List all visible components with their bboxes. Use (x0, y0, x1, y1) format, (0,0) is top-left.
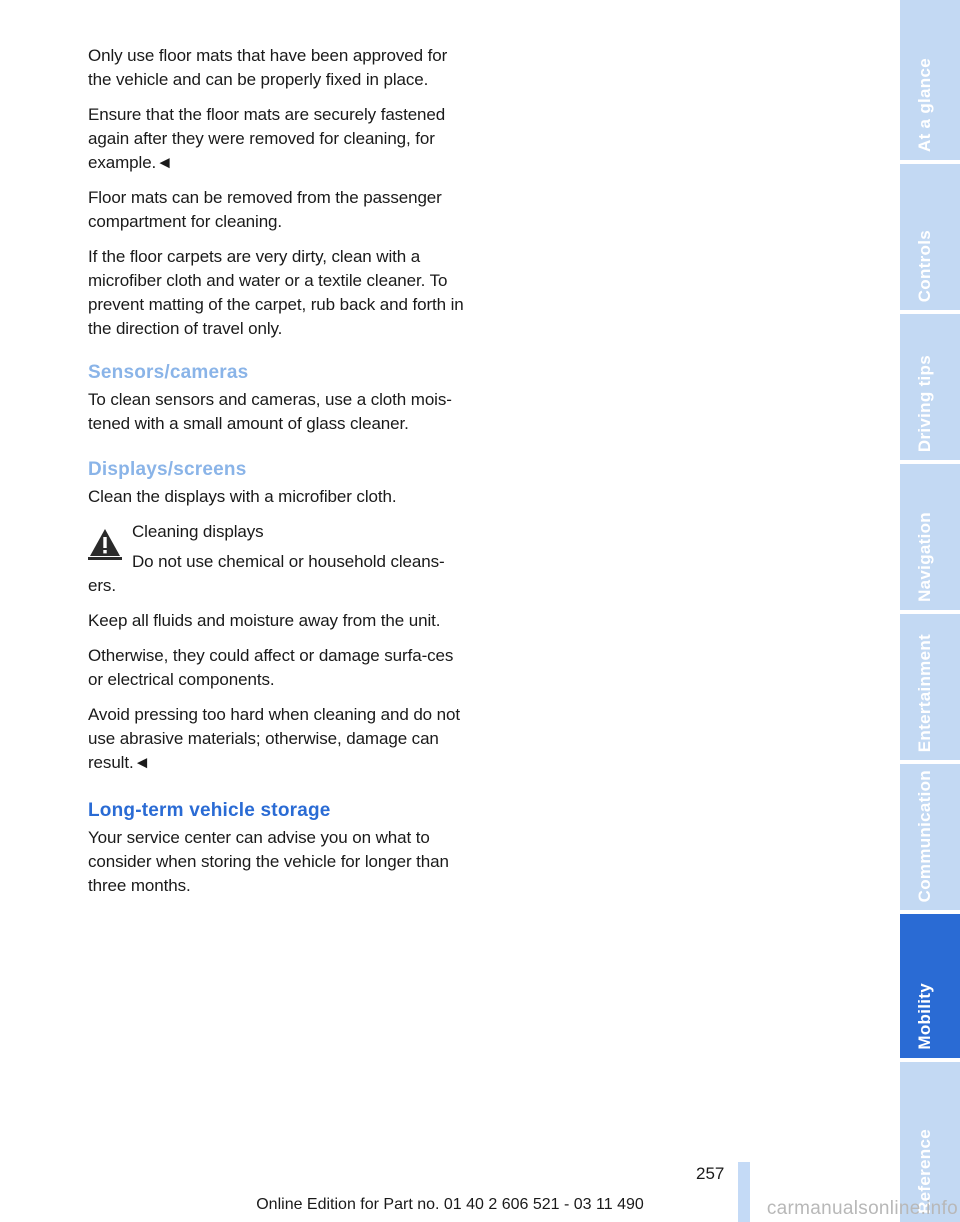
paragraph-floor-mats-removal: Floor mats can be removed from the passenger compartment for cleaning. (88, 188, 442, 231)
warning-text-cleansers: Do not use chemical or household cleans-ers. (88, 552, 445, 595)
chapter-tabs (900, 0, 960, 1222)
warning-block (88, 520, 464, 598)
chapter-tab-driving-tips[interactable] (900, 314, 960, 460)
paragraph-sensors-cameras: To clean sensors and cameras, use a cloth mois-tened with a small amount of glass cleaner. (88, 390, 452, 433)
chapter-tab-communication[interactable] (900, 764, 960, 910)
page-content (88, 44, 464, 909)
chapter-tab-label: Entertainment (915, 633, 934, 752)
chapter-tab-navigation[interactable] (900, 464, 960, 610)
chapter-tab-label: Navigation (915, 512, 934, 602)
warning-title: Cleaning displays (132, 522, 264, 541)
paragraph-floor-mats-fastened: Ensure that the floor mats are securely fastened again after they were removed for cleaning, for example.◄ (88, 105, 446, 172)
chapter-tab-label: Driving tips (915, 354, 934, 452)
paragraph-floor-mats-approved: Only use floor mats that have been approved for the vehicle and can be properly fixed in place. (88, 46, 448, 89)
heading-sensors-cameras: Sensors/cameras (88, 362, 249, 383)
chapter-tab-label: Controls (915, 229, 934, 302)
warning-text-pressing: Avoid pressing too hard when cleaning and do not use abrasive materials; otherwise, damage can result.◄ (88, 705, 460, 772)
footer-edition-text: Online Edition for Part no. 01 40 2 606 521 - 03 11 490 (256, 1196, 644, 1213)
heading-displays-screens: Displays/screens (88, 459, 247, 480)
paragraph-displays: Clean the displays with a microfiber cloth. (88, 487, 397, 506)
paragraph-long-term-storage: Your service center can advise you on what to consider when storing the vehicle for longer than three months. (88, 828, 449, 895)
warning-text-damage: Otherwise, they could affect or damage surfa-ces or electrical components. (88, 646, 454, 689)
page-number: 257 (696, 1164, 725, 1183)
watermark: carmanualsonline.info (766, 1198, 958, 1219)
heading-long-term-storage: Long-term vehicle storage (88, 800, 331, 821)
chapter-tab-mobility[interactable] (900, 914, 960, 1058)
warning-text-fluids: Keep all fluids and moisture away from the unit. (88, 611, 441, 630)
chapter-tab-label: Reference (915, 1129, 934, 1214)
warning-triangle-icon (88, 526, 122, 560)
chapter-tab-controls[interactable] (900, 164, 960, 310)
chapter-tab-at-a-glance[interactable] (900, 0, 960, 160)
chapter-tab-label: Communication (915, 769, 934, 902)
chapter-tab-entertainment[interactable] (900, 614, 960, 760)
chapter-tab-label: Mobility (915, 983, 934, 1050)
chapter-tab-label: At a glance (915, 58, 934, 152)
paragraph-floor-carpets: If the floor carpets are very dirty, clean with a microfiber cloth and water or a textile cleaner. To prevent matting of the carpet, rub back and forth in the direction of travel only. (88, 247, 464, 338)
